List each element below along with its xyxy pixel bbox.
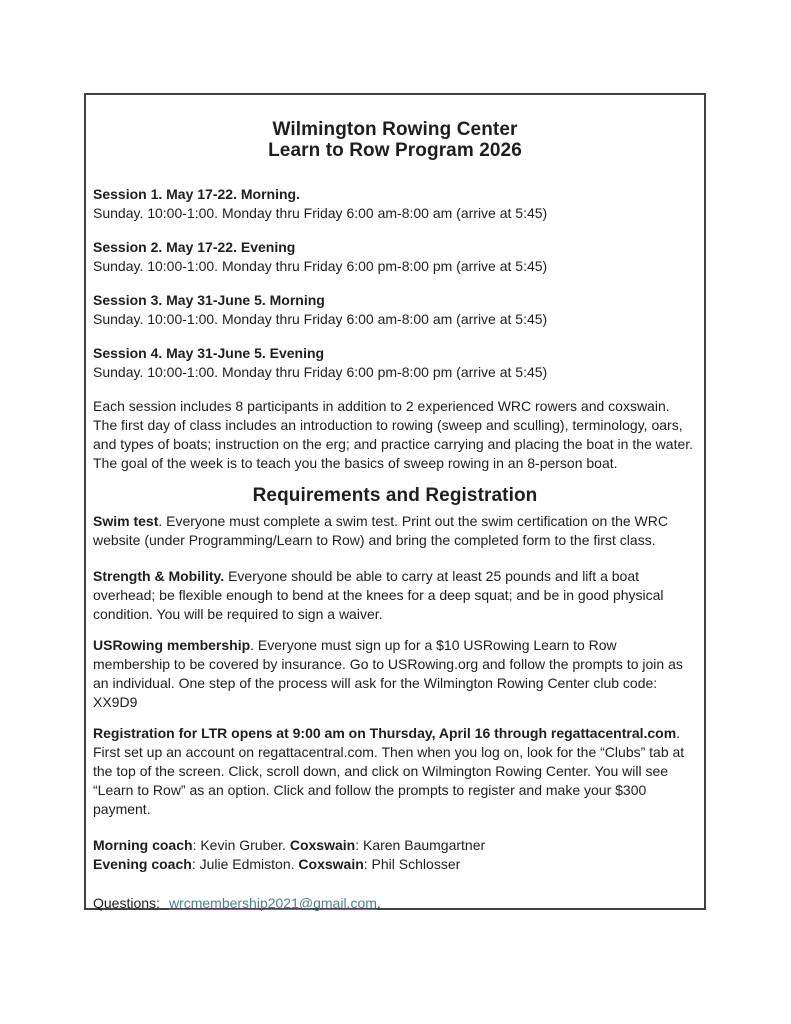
- swim-test-label: Swim test: [93, 513, 159, 529]
- session-4-heading: Session 4. May 31-June 5. Evening: [93, 345, 325, 361]
- registration-text: . First set up an account on regattacentral.com. Then when you log on, look for the “Clubs” tab at the top of the screen. Click, scroll down, and click on Wilmington Rowing Center. You will see “Learn to Row” as an option. Click and follow the prompts to register and make your $300 payment.: [93, 725, 685, 817]
- evening-coach-line: [93, 855, 697, 874]
- evening-coach-label: Evening coach: [93, 856, 192, 872]
- evening-coxswain-name: : Phil Schlosser: [363, 856, 461, 872]
- morning-coxswain-label: Coxswain: [289, 837, 356, 853]
- strength-mobility-text: Everyone should be able to carry at least 25 pounds and lift a boat overhead; be flexible enough to bend at the knees for a deep squat; and be in good physical condition. You will be required to sign a waiver.: [93, 568, 664, 622]
- title-line-2: Learn to Row Program 2026: [268, 140, 522, 161]
- evening-coxswain-label: Coxswain: [298, 856, 364, 872]
- session-3-heading: Session 3. May 31-June 5. Morning: [93, 292, 325, 308]
- coaches-block: [93, 836, 697, 874]
- questions-line: [93, 894, 697, 913]
- flyer-box: [84, 93, 706, 910]
- section-heading: Requirements and Registration: [252, 485, 538, 506]
- session-3-detail: Sunday. 10:00-1:00. Monday thru Friday 6:00 am-8:00 am (arrive at 5:45): [93, 311, 548, 327]
- session-2-block: [93, 238, 697, 276]
- title-line-1: Wilmington Rowing Center: [272, 119, 518, 140]
- registration-label: Registration for LTR opens at 9:00 am on Thursday, April 16 through regattacentral.com: [93, 725, 677, 741]
- email-link[interactable]: wrcmembership2021@gmail.com: [168, 895, 377, 911]
- morning-coach-label: Morning coach: [93, 837, 193, 853]
- session-4-detail: Sunday. 10:00-1:00. Monday thru Friday 6:00 pm-8:00 pm (arrive at 5:45): [93, 364, 548, 380]
- swim-test-paragraph: [93, 512, 697, 550]
- strength-mobility-label: Strength & Mobility.: [93, 568, 225, 584]
- session-1-detail: Sunday. 10:00-1:00. Monday thru Friday 6:00 am-8:00 am (arrive at 5:45): [93, 205, 548, 221]
- document-title: [93, 119, 697, 161]
- session-3-block: [93, 291, 697, 329]
- questions-period: .: [376, 895, 381, 911]
- morning-coach-line: [93, 836, 697, 855]
- morning-coxswain-name: : Karen Baumgartner: [355, 837, 486, 853]
- usrowing-label: USRowing membership: [93, 637, 251, 653]
- session-4-block: [93, 344, 697, 382]
- session-2-heading: Session 2. May 17-22. Evening: [93, 239, 296, 255]
- intro-paragraph: Each session includes 8 participants in addition to 2 experienced WRC rowers and coxswain. The first day of class includes an introduction to rowing (sweep and sculling), terminology, oars, and types of boats; instruction on the erg; and practice carrying and placing the boat in the water. The goal of the week is to teach you the basics of sweep rowing in an 8-person boat.: [93, 398, 694, 471]
- usrowing-text: . Everyone must sign up for a $10 USRowing Learn to Row membership to be covered by insurance. Go to USRowing.org and follow the prompts to join as an individual. One step of the process will ask for the Wilmington Rowing Center club code: XX9D9: [93, 637, 683, 710]
- evening-coach-name: : Julie Edmiston.: [191, 856, 299, 872]
- morning-coach-name: : Kevin Gruber.: [192, 837, 290, 853]
- usrowing-paragraph: [93, 636, 697, 712]
- session-1-block: [93, 185, 697, 223]
- session-1-heading: Session 1. May 17-22. Morning.: [93, 186, 300, 202]
- questions-label: Questions:: [93, 895, 160, 911]
- strength-mobility-paragraph: [93, 567, 697, 624]
- swim-test-text: . Everyone must complete a swim test. Print out the swim certification on the WRC website (under Programming/Learn to Row) and bring the completed form to the first class.: [93, 513, 668, 548]
- session-2-detail: Sunday. 10:00-1:00. Monday thru Friday 6:00 pm-8:00 pm (arrive at 5:45): [93, 258, 548, 274]
- registration-paragraph: [93, 724, 697, 819]
